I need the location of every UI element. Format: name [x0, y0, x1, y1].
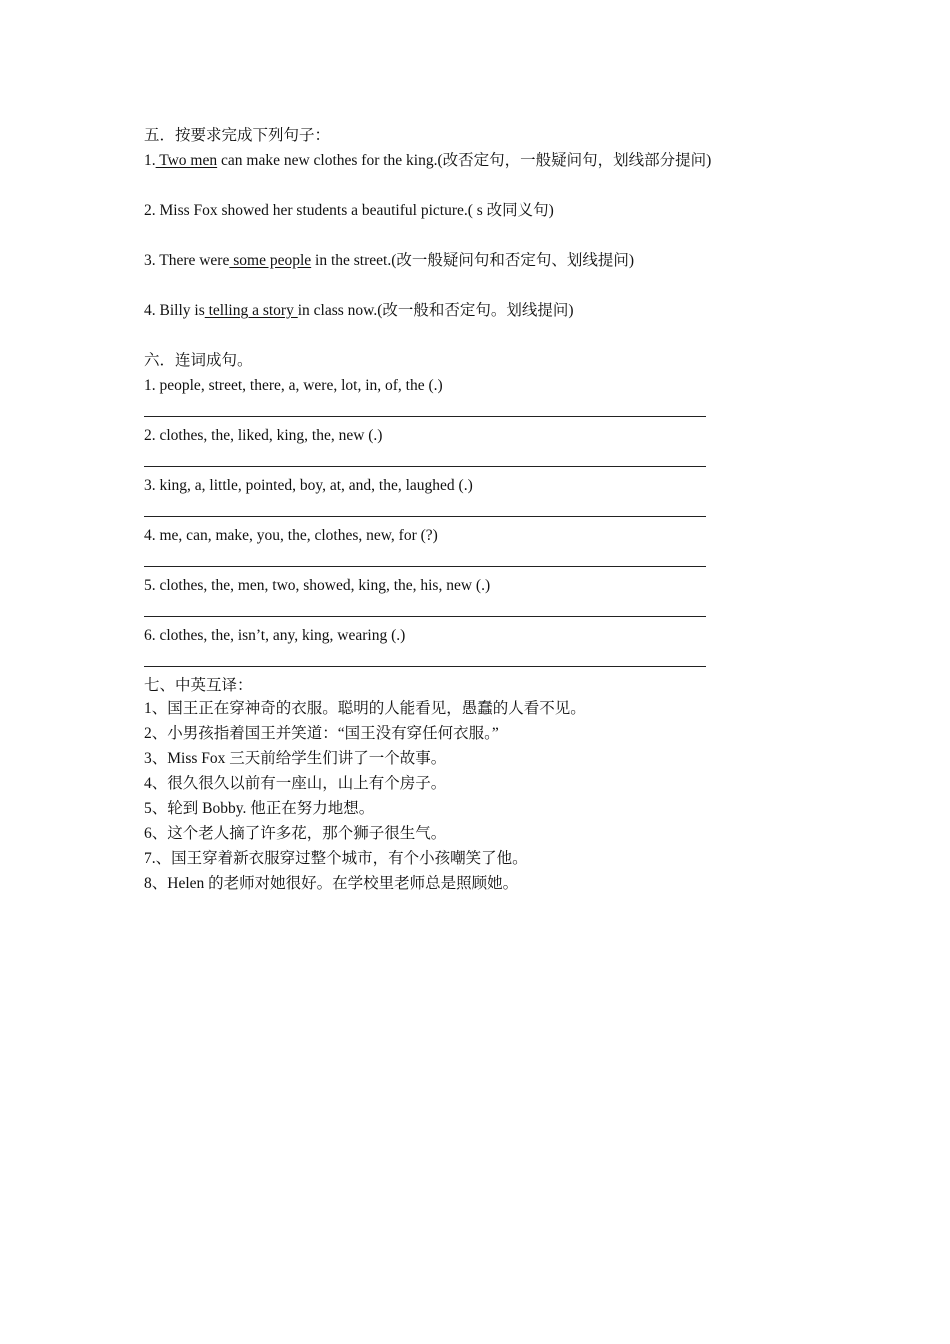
- item-text-rest: can make new clothes for the king.(改否定句，一般疑问句，划线部分提问): [217, 152, 712, 169]
- answer-line-2[interactable]: [144, 466, 706, 467]
- section-6-heading: 六．连词成句。: [144, 352, 253, 369]
- section-6-item-6: 6. clothes, the, isn’t, any, king, wearing (.): [144, 627, 406, 644]
- item-text-rest: in class now.(改一般和否定句。划线提问): [297, 302, 574, 319]
- item-text: 1.: [144, 152, 156, 169]
- section-5-item-2: [144, 201, 554, 221]
- item-text: 2. Miss Fox showed her students a beautiful picture.( s 改同义句): [144, 202, 554, 219]
- section-6-item-3: 3. king, a, little, pointed, boy, at, and, the, laughed (.): [144, 477, 473, 494]
- section-7-item-5: 5、轮到 Bobby. 他正在努力地想。: [144, 800, 375, 817]
- section-5-item-1: [144, 151, 711, 171]
- answer-line-6[interactable]: [144, 666, 706, 667]
- section-7-item-8: 8、Helen 的老师对她很好。在学校里老师总是照顾她。: [144, 875, 519, 892]
- item-text: 3. There were: [144, 252, 230, 269]
- section-6-item-4: 4. me, can, make, you, the, clothes, new, for (?): [144, 527, 438, 544]
- underlined-phrase: some people: [229, 252, 312, 269]
- section-7-item-1: 1、国王正在穿神奇的衣服。聪明的人能看见，愚蠢的人看不见。: [144, 700, 586, 717]
- section-7-heading: 七、中英互译：: [144, 677, 253, 694]
- section-6-item-2: 2. clothes, the, liked, king, the, new (.): [144, 427, 383, 444]
- answer-line-4[interactable]: [144, 566, 706, 567]
- underlined-phrase: Two men: [155, 152, 218, 169]
- item-text: 4. Billy is: [144, 302, 205, 319]
- section-7-item-4: 4、很久很久以前有一座山，山上有个房子。: [144, 775, 447, 792]
- section-7-item-2: 2、小男孩指着国王并笑道：“国王没有穿任何衣服。”: [144, 725, 499, 742]
- section-5-item-4: [144, 301, 574, 321]
- underlined-phrase: telling a story: [204, 302, 298, 319]
- answer-line-3[interactable]: [144, 516, 706, 517]
- section-6-item-1: 1. people, street, there, a, were, lot, in, of, the (.): [144, 377, 443, 394]
- section-5-heading: 五．按要求完成下列句子：: [144, 127, 331, 144]
- answer-line-1[interactable]: [144, 416, 706, 417]
- section-6-item-5: 5. clothes, the, men, two, showed, king, the, his, new (.): [144, 577, 491, 594]
- answer-line-5[interactable]: [144, 616, 706, 617]
- section-7-item-7: 7.、国王穿着新衣服穿过整个城市，有个小孩嘲笑了他。: [144, 850, 528, 867]
- section-7-item-6: 6、这个老人摘了许多花，那个狮子很生气。: [144, 825, 447, 842]
- section-5-item-3: [144, 251, 634, 271]
- section-7-item-3: 3、Miss Fox 三天前给学生们讲了一个故事。: [144, 750, 447, 767]
- item-text-rest: in the street.(改一般疑问句和否定句、划线提问): [311, 252, 635, 269]
